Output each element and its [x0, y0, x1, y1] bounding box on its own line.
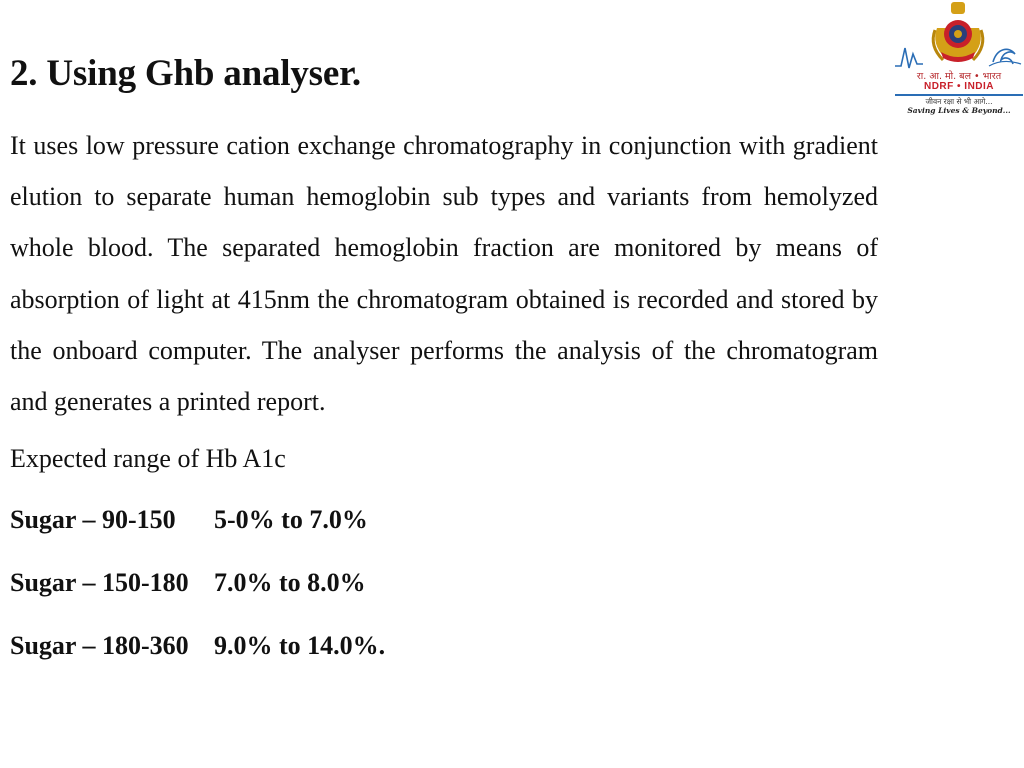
- logo-motto-english: Saving Lives & Beyond...: [907, 106, 1011, 115]
- logo-divider: [895, 94, 1023, 96]
- range-heading: Expected range of Hb A1c: [10, 444, 286, 473]
- range-row: [10, 568, 366, 598]
- sugar-range: Sugar – 90-150: [10, 505, 176, 534]
- hba1c-range: 9.0% to 14.0%.: [214, 631, 386, 660]
- sugar-range: Sugar – 180-360: [10, 631, 189, 660]
- hba1c-range: 7.0% to 8.0%: [214, 568, 366, 597]
- ndrf-logo: [893, 0, 1023, 118]
- logo-hindi-name: रा. आ. मो. बल • भारत: [916, 71, 1002, 82]
- logo-org-name: NDRF • INDIA: [923, 81, 995, 92]
- sugar-range: Sugar – 150-180: [10, 568, 189, 597]
- range-row: [10, 631, 385, 661]
- slide-title: 2. Using Ghb analyser.: [10, 53, 361, 94]
- hba1c-range: 5-0% to 7.0%: [214, 505, 368, 534]
- logo-motto-hindi: जीवन रक्षा से भी आगे...: [925, 97, 993, 106]
- range-row: [10, 505, 368, 535]
- body-paragraph: It uses low pressure cation exchange chromatography in conjunction with gradient elution to separate human hemoglobin sub types and variants from hemolyzed whole blood. The separated hemoglobin fraction are monitored by means of absorption of light at 415nm the chromatogram obtained is recorded and stored by the onboard computer. The analyser performs the analysis of the chromatogram and generates a printed report.: [10, 131, 878, 417]
- emblem-icon: [927, 0, 989, 68]
